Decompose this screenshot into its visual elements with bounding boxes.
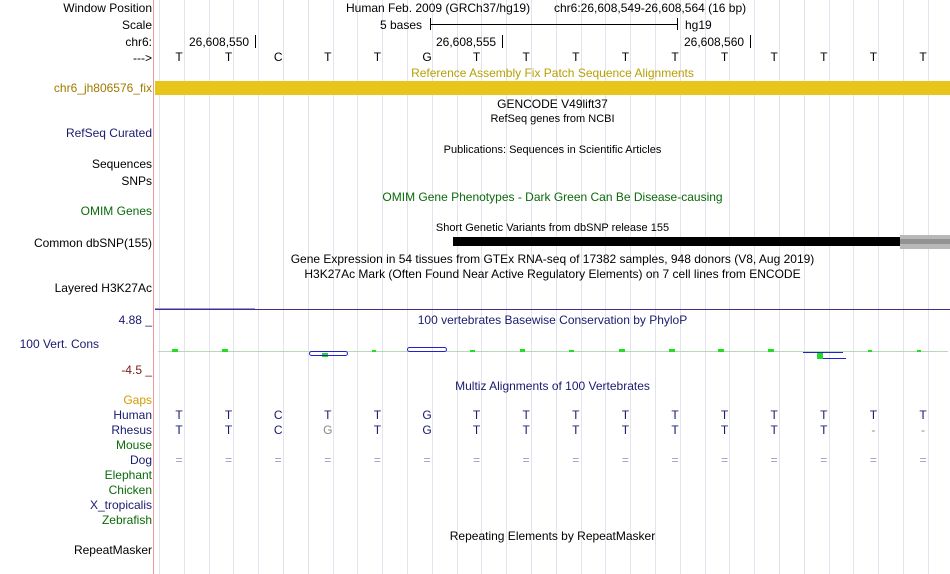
multiz-base: = <box>324 453 332 467</box>
multiz-base: = <box>621 453 629 467</box>
cons-loop <box>309 351 348 356</box>
cons-mark <box>520 349 525 352</box>
multiz-base: G <box>422 408 432 422</box>
multiz-base: T <box>472 423 481 437</box>
multiz-base: = <box>473 453 481 467</box>
cons-mark <box>222 349 228 352</box>
species-label-human[interactable]: Human <box>113 408 152 422</box>
omim-genes-label[interactable]: OMIM Genes <box>80 204 152 218</box>
multiz-base: = <box>225 453 233 467</box>
species-label-dog[interactable]: Dog <box>129 453 152 467</box>
reference-base: T <box>869 50 878 64</box>
multiz-base: = <box>175 453 183 467</box>
multiz-base: = <box>522 453 530 467</box>
reference-base: T <box>621 50 630 64</box>
h3k27ac-title: H3K27Ac Mark (Often Found Near Active Regulatory Elements) on 7 cell lines from ENCODE <box>304 267 801 281</box>
layered-h3k27ac-label[interactable]: Layered H3K27Ac <box>54 281 152 295</box>
reference-base: T <box>522 50 530 64</box>
reference-base: T <box>820 50 828 64</box>
species-label-mouse[interactable]: Mouse <box>115 438 152 452</box>
multiz-base: T <box>720 423 729 437</box>
track-label-column <box>0 0 152 574</box>
sequences-title: Publications: Sequences in Scientific Articles <box>443 144 662 156</box>
scale-bar <box>430 24 677 25</box>
chrom-label[interactable]: chr6: <box>125 35 152 49</box>
label-column-separator <box>153 0 154 574</box>
multiz-base: T <box>621 408 630 422</box>
multiz-base: = <box>820 453 828 467</box>
multiz-base: - <box>871 423 876 437</box>
cons-max-label: 4.88 _ <box>118 313 152 327</box>
reference-base: T <box>770 50 778 64</box>
cons-mark <box>669 349 675 352</box>
multiz-base: C <box>273 423 283 437</box>
multiz-base: T <box>175 408 183 422</box>
multiz-base: T <box>770 423 778 437</box>
omim-title: OMIM Gene Phenotypes - Dark Green Can Be Disease-causing <box>382 190 723 204</box>
fix-patch-title: Reference Assembly Fix Patch Sequence Alignments <box>411 66 694 80</box>
cons-mark <box>569 350 574 352</box>
cons-neg-line <box>823 358 846 359</box>
multiz-base: T <box>373 423 382 437</box>
coord-tick-label: 26,608,560 <box>684 35 745 49</box>
species-label-rhesus[interactable]: Rhesus <box>111 423 152 437</box>
multiz-base: = <box>572 453 580 467</box>
coord-tick <box>750 35 751 48</box>
multiz-base: T <box>671 423 679 437</box>
gencode-title: GENCODE V49lift37 <box>497 97 608 111</box>
cons-title: 100 vertebrates Basewise Conservation by PhyloP <box>417 313 688 327</box>
species-label-zebrafish[interactable]: Zebrafish <box>101 513 152 527</box>
h3k27ac-baseline <box>155 309 950 310</box>
position-readout: chr6:26,608,549-26,608,564 (16 bp) <box>554 1 747 15</box>
gaps-label[interactable]: Gaps <box>123 393 152 407</box>
scale-label: Scale <box>121 18 152 32</box>
sequences-label[interactable]: Sequences <box>91 157 152 171</box>
multiz-base: = <box>721 453 729 467</box>
coord-tick-label: 26,608,555 <box>436 35 497 49</box>
cons-mark <box>868 350 872 352</box>
db-name: hg19 <box>685 18 712 32</box>
multiz-base: = <box>373 453 381 467</box>
multiz-base: T <box>224 423 233 437</box>
cons-mark <box>917 350 921 352</box>
multiz-base: = <box>671 453 679 467</box>
coord-tick <box>502 35 503 48</box>
refseq-curated-label[interactable]: RefSeq Curated <box>65 126 152 140</box>
multiz-base: T <box>324 408 332 422</box>
multiz-base: T <box>522 423 530 437</box>
multiz-base: T <box>919 408 927 422</box>
multiz-base: T <box>572 408 580 422</box>
coord-tick-label: 26,608,550 <box>189 35 250 49</box>
cons-neg-line <box>803 352 843 353</box>
repeatmasker-label[interactable]: RepeatMasker <box>73 543 152 557</box>
cons-mark <box>768 349 774 352</box>
coord-tick <box>255 35 256 48</box>
reference-base: T <box>175 50 183 64</box>
cons-mark <box>619 349 625 352</box>
multiz-base: = <box>274 453 282 467</box>
multiz-base: G <box>422 423 432 437</box>
multiz-base: T <box>224 408 233 422</box>
dbsnp-title: Short Genetic Variants from dbSNP release 155 <box>435 222 670 234</box>
snps-label[interactable]: SNPs <box>121 174 152 188</box>
multiz-base: T <box>373 408 382 422</box>
reference-base: T <box>572 50 580 64</box>
multiz-base: T <box>770 408 778 422</box>
multiz-base: = <box>423 453 431 467</box>
reference-base: C <box>273 50 283 64</box>
reference-base: G <box>422 50 432 64</box>
reference-base: T <box>671 50 679 64</box>
vert-cons-label[interactable]: 100 Vert. Cons <box>19 337 99 351</box>
multiz-base: T <box>572 423 580 437</box>
scale-bar-right-tick <box>677 18 678 30</box>
multiz-base: = <box>869 453 877 467</box>
cons-mark <box>172 349 178 352</box>
species-label-x_tropicalis[interactable]: X_tropicalis <box>89 498 152 512</box>
multiz-base: T <box>820 408 828 422</box>
strand-arrow-label[interactable]: ---> <box>133 51 152 65</box>
fix-patch-alignment-bar[interactable] <box>155 81 950 95</box>
fix-patch-label[interactable]: chr6_jh806576_fix <box>53 81 152 95</box>
repeatmasker-title: Repeating Elements by RepeatMasker <box>449 529 656 543</box>
cons-loop <box>407 347 447 352</box>
cons-min-label: -4.5 _ <box>121 363 152 377</box>
cons-mark <box>372 350 376 352</box>
scale-text: 5 bases <box>380 18 423 32</box>
reference-base: T <box>373 50 382 64</box>
dbsnp-variant-grey[interactable] <box>900 235 950 249</box>
reference-base: T <box>720 50 729 64</box>
multiz-title: Multiz Alignments of 100 Vertebrates <box>455 379 650 393</box>
multiz-base: T <box>720 408 729 422</box>
multiz-base: T <box>175 423 183 437</box>
reference-base: T <box>472 50 481 64</box>
multiz-base: T <box>869 408 878 422</box>
multiz-base: C <box>273 408 283 422</box>
assembly-name: Human Feb. 2009 (GRCh37/hg19) <box>346 1 531 15</box>
cons-mark <box>470 350 475 352</box>
multiz-base: T <box>621 423 630 437</box>
multiz-base: = <box>919 453 927 467</box>
refseq-title: RefSeq genes from NCBI <box>490 113 615 125</box>
cons-mark <box>718 349 724 352</box>
reference-base: T <box>224 50 233 64</box>
multiz-base: T <box>671 408 679 422</box>
multiz-base: T <box>820 423 828 437</box>
dbsnp-variant-bar[interactable] <box>453 237 900 246</box>
multiz-base: T <box>522 408 530 422</box>
window-position-label: Window Position <box>63 1 152 15</box>
gtex-title: Gene Expression in 54 tissues from GTEx RNA-seq of 17382 samples, 948 donors (V8, Aug 2019) <box>290 252 815 266</box>
common-dbsnp-label[interactable]: Common dbSNP(155) <box>33 236 152 250</box>
reference-base: T <box>324 50 332 64</box>
multiz-base: - <box>921 423 925 437</box>
multiz-base: G <box>323 423 333 437</box>
multiz-base: = <box>770 453 778 467</box>
reference-base: T <box>919 50 927 64</box>
species-label-chicken[interactable]: Chicken <box>108 483 152 497</box>
multiz-base: T <box>472 408 481 422</box>
species-label-elephant[interactable]: Elephant <box>104 468 152 482</box>
